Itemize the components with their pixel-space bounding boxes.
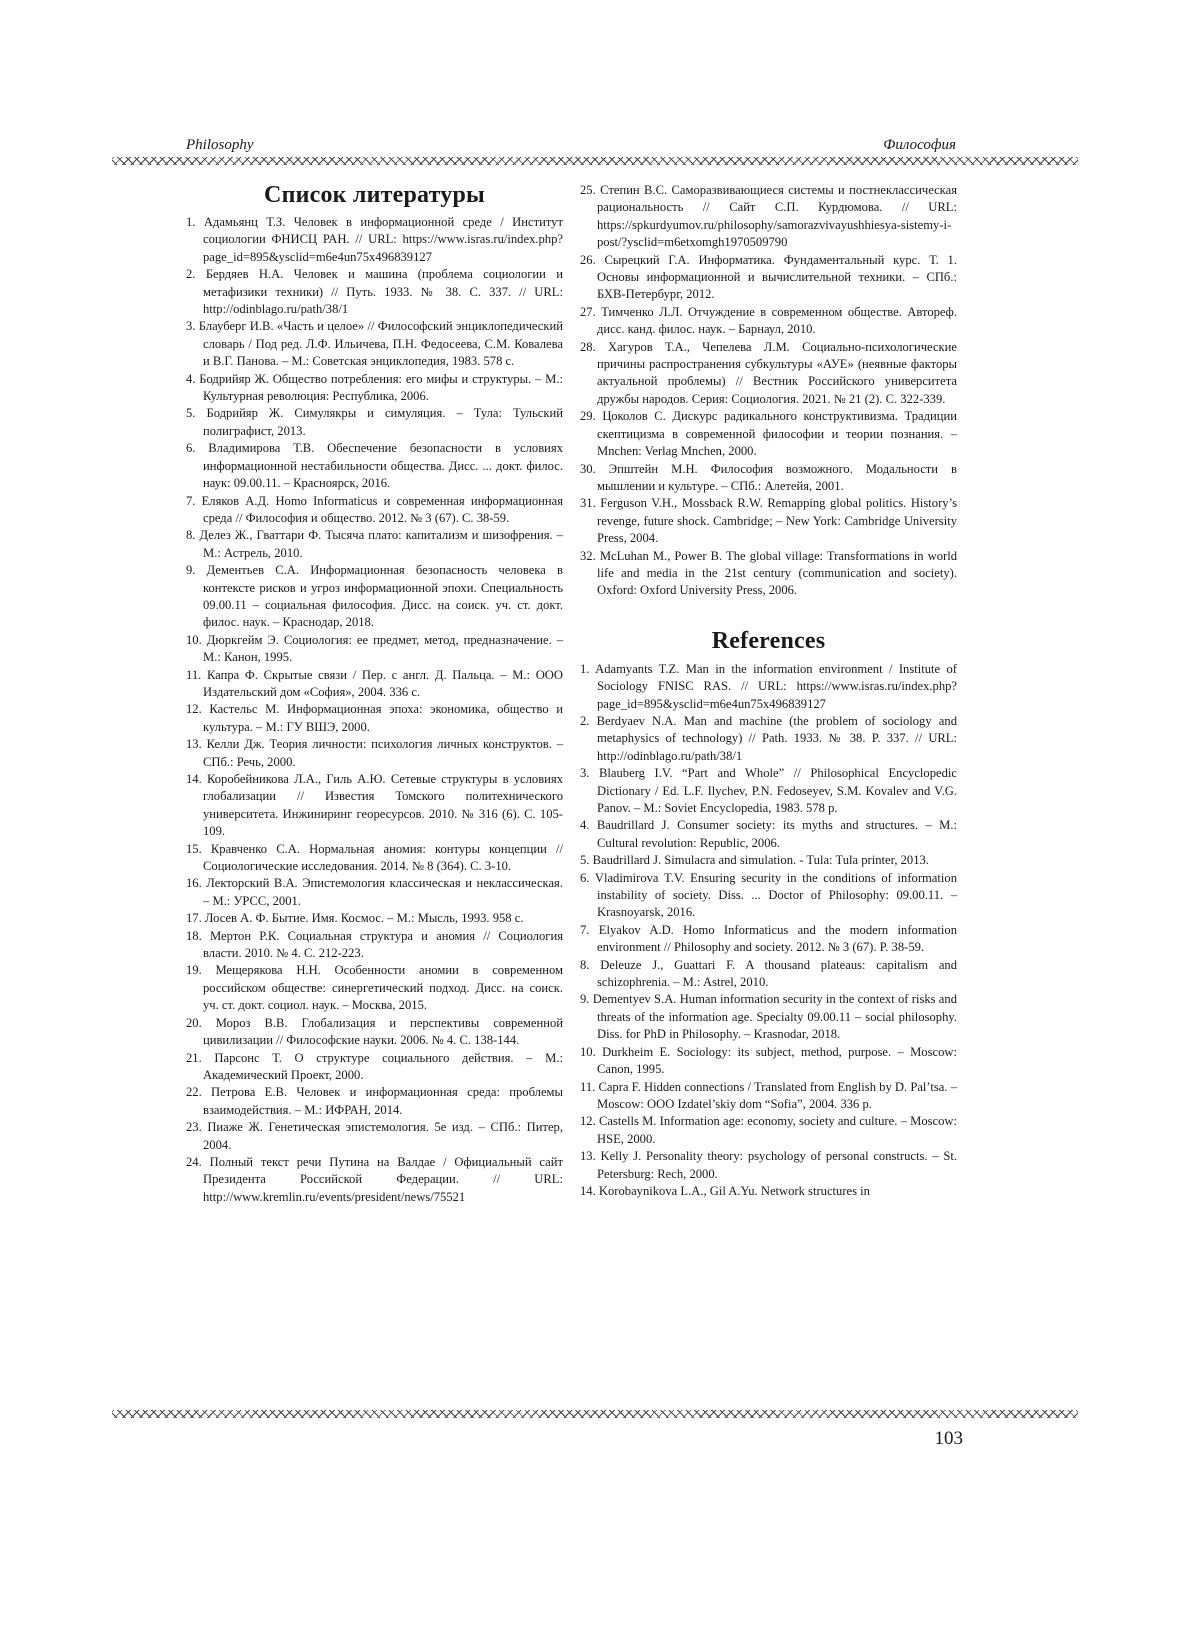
ru-reference-item: 21. Парсонс Т. О структуре социального действия. – М.: Академический Проект, 2000. (186, 1050, 563, 1082)
en-reference-item: 14. Korobaynikova L.A., Gil A.Yu. Network structures in (580, 1183, 870, 1198)
en-reference-item: 1. Adamyants T.Z. Man in the information environment / Institute of Sociology FNISC RAS. // URL: https://www.isras.ru/index.php?page_id=895&ysclid=m6e4un75x496839127 (580, 661, 957, 711)
en-reference-item: 2. Berdyaev N.A. Man and machine (the problem of sociology and metaphysics of technology) // Path. 1933. № 38. P. 337. // URL: http://odinblago.ru/path/38/1 (580, 713, 957, 763)
en-references-list (580, 661, 957, 1201)
running-head-left: Philosophy (186, 137, 254, 153)
ru-reference-item: 19. Мещерякова Н.Н. Особенности аномии в современном российском обществе: синергетический подход. Дисс. на соиск. уч. ст. докт. социол. наук. – Москва, 2015. (186, 963, 563, 1013)
ru-reference-item: 29. Цоколов С. Дискурс радикального конструктивизма. Традиции скептицизма в современной философии и теории познания. – Mnchen: Verlag Mnchen, 2000. (580, 409, 957, 459)
ru-reference-item: 15. Кравченко С.А. Нормальная аномия: контуры концепции // Социологические исследования. 2014. № 8 (364). С. 3-10. (186, 841, 563, 874)
ru-reference-item: 4. Бодрийяр Ж. Общество потребления: его мифы и структуры. – М.: Культурная революция: Республика, 2006. (186, 371, 563, 404)
ru-reference-item: 10. Дюркгейм Э. Социология: ее предмет, метод, предназначение. – М.: Канон, 1995. (186, 632, 563, 665)
ru-reference-item: 11. Капра Ф. Скрытые связи / Пер. с англ. Д. Пальца. – М.: ООО Издательский дом «София», 2004. 336 с. (186, 667, 563, 699)
en-reference-item: 4. Baudrillard J. Consumer society: its myths and structures. – M.: Cultural revolution: Republic, 2006. (580, 818, 957, 850)
en-reference-item: 13. Kelly J. Personality theory: psychology of personal constructs. – St. Petersburg: Rech, 2000. (580, 1149, 957, 1181)
page-number: 103 (934, 1428, 963, 1449)
ru-reference-item: 24. Полный текст речи Путина на Валдае / Официальный сайт Президента Российской Федерации. // URL: http://www.kremlin.ru/events/president/news/75521 (186, 1154, 563, 1204)
left-column (186, 182, 563, 1206)
en-reference-item: 9. Dementyev S.A. Human information security in the context of risks and threats of the information age. Specialty 09.00.11 – social philosophy. Diss. for PhD in Philosophy. – Krasnodar, 2018. (580, 992, 957, 1042)
ru-reference-item: 31. Ferguson V.H., Mossback R.W. Remapping global politics. History’s revenge, future shock. Cambridge; – New York: Cambridge University Press, 2004. (580, 496, 957, 546)
ru-reference-item: 20. Мороз В.В. Глобализация и перспективы современной цивилизации // Философские науки. 2006. № 4. С. 138-144. (186, 1015, 563, 1048)
right-column (580, 182, 957, 1200)
running-head-right: Философия (883, 137, 956, 153)
ru-reference-item: 17. Лосев А. Ф. Бытие. Имя. Космос. – М.: Мысль, 1993. 958 с. (186, 911, 524, 926)
en-reference-item: 3. Blauberg I.V. “Part and Whole” // Philosophical Encyclopedic Dictionary / Ed. L.F. Ilychev, P.N. Fedoseyev, S.M. Kovalev and V.G. Panov. – M.: Soviet Encyclopedia, 1983. 578 p. (580, 766, 957, 815)
ru-reference-item: 27. Тимченко Л.Л. Отчуждение в современном обществе. Автореф. дисс. канд. филос. наук. – Барнаул, 2010. (580, 304, 957, 337)
ru-reference-item: 32. McLuhan M., Power B. The global village: Transformations in world life and media in the 21st century (communication and society). Oxford: Oxford University Press, 2006. (580, 548, 957, 598)
ru-reference-item: 1. Адамьянц Т.З. Человек в информационной среде / Институт социологии ФНИСЦ РАН. // URL: https://www.isras.ru/index.php?page_id=895&ysclid=m6e4un75x496839127 (186, 215, 563, 264)
ru-reference-item: 13. Келли Дж. Теория личности: психология личных конструктов. – СПб.: Речь, 2000. (186, 737, 563, 769)
en-reference-item: 12. Castells M. Information age: economy, society and culture. – Moscow: HSE, 2000. (580, 1114, 957, 1146)
ru-reference-item: 12. Кастельс М. Информационная эпоха: экономика, общество и культура. – М.: ГУ ВШЭ, 2000. (186, 702, 563, 734)
ru-reference-item: 30. Эпштейн М.Н. Философия возможного. Модальности в мышлении и культуре. – СПб.: Алетейя, 2001. (580, 461, 957, 493)
ru-reference-item: 22. Петрова Е.В. Человек и информационная среда: проблемы взаимодействия. – М.: ИФРАН, 2014. (186, 1085, 563, 1117)
en-reference-item: 6. Vladimirova T.V. Ensuring security in the conditions of information instability of society. Diss. ... Doctor of Philosophy: 09.00.11. – Krasnoyarsk, 2016. (580, 870, 957, 920)
ru-references-title: Список литературы (264, 182, 485, 208)
ru-reference-item: 14. Коробейникова Л.А., Гиль А.Ю. Сетевые структуры в условиях глобализации // Известия Томского политехнического университета. Инжиниринг георесурсов. 2010. № 316 (6). С. 105-109. (186, 772, 563, 839)
en-references-title: References (711, 627, 826, 654)
en-reference-item: 11. Capra F. Hidden connections / Translated from English by D. Pal’tsa. – Moscow: OOO Izdatel’skiy dom “Sofia”, 2004. 336 p. (580, 1079, 957, 1111)
ru-reference-item: 23. Пиаже Ж. Генетическая эпистемология. 5е изд. – СПб.: Питер, 2004. (186, 1120, 563, 1152)
ru-reference-item: 16. Лекторский В.А. Эпистемология классическая и неклассическая. – М.: УРСС, 2001. (186, 876, 563, 908)
ru-reference-item: 18. Мертон Р.К. Социальная структура и аномия // Социология власти. 2010. № 4. С. 212-223. (186, 928, 563, 961)
en-reference-item: 8. Deleuze J., Guattari F. A thousand plateaus: capitalism and schizophrenia. – M.: Astrel, 2010. (580, 957, 957, 990)
ru-reference-item: 9. Дементьев С.А. Информационная безопасность человека в контексте рисков и угроз информационной эпохи. Специальность 09.00.11 – социальная философия. Дисс. на соиск. уч. ст. докт. филос. наук. – Краснодар, 2018. (186, 563, 563, 630)
running-head (186, 137, 956, 157)
ru-reference-item: 6. Владимирова Т.В. Обеспечение безопасности в условиях информационной нестабильности общества. Дисс. ... докт. филос. наук: 09.00.11. – Красноярск, 2016. (186, 441, 563, 491)
footer-ornament-rule (112, 1410, 1078, 1418)
en-reference-item: 10. Durkheim E. Sociology: its subject, method, purpose. – Moscow: Canon, 1995. (580, 1044, 957, 1077)
ru-reference-item: 2. Бердяев Н.А. Человек и машина (проблема социологии и метафизики техники) // Путь. 1933. № 38. С. 337. // URL: http://odinblago.ru/path/38/1 (186, 267, 563, 317)
ru-references-list-continued (580, 182, 957, 600)
ru-reference-item: 25. Степин В.С. Саморазвивающиеся системы и постнеклассическая рациональность // Сайт С.П. Курдюмова. // URL: https://spkurdyumov.ru/philosophy/samorazvivayushhiesya-sistemy-i-post/?ysclid=m6etxomgh1970509790 (580, 183, 957, 250)
ru-reference-item: 7. Еляков А.Д. Homo Informaticus и современная информационная среда // Философия и общество. 2012. № 3 (67). С. 38-59. (186, 493, 563, 525)
ru-reference-item: 8. Делез Ж., Гваттари Ф. Тысяча плато: капитализм и шизофрения. – М.: Астрель, 2010. (186, 528, 563, 560)
ru-reference-item: 26. Сырецкий Г.А. Информатика. Фундаментальный курс. Т. 1. Основы информационной и вычислительной техники. – СПб.: БХВ-Петербург, 2012. (580, 252, 957, 302)
ru-reference-item: 28. Хагуров Т.А., Чепелева Л.М. Социально-психологические причины распространения субкультуры «АУЕ» (неявные факторы актуальной проблемы) // Вестник Российского университета дружбы народов. Серия: Социология. 2021. № 21 (2). С. 322-339. (580, 339, 957, 406)
header-ornament-rule (112, 157, 1078, 165)
ru-references-list (186, 214, 563, 1206)
ru-reference-item: 3. Блауберг И.В. «Часть и целое» // Философский энциклопедический словарь / Под ред. Л.Ф. Ильичева, П.Н. Федосеева, С.М. Ковалева и В.Г. Панова. – М.: Советская энциклопедия, 1983. 578 с. (186, 319, 563, 369)
ru-reference-item: 5. Бодрийяр Ж. Симулякры и симуляция. – Тула: Тульский полиграфист, 2013. (186, 406, 563, 438)
en-reference-item: 5. Baudrillard J. Simulacra and simulation. - Tula: Tula printer, 2013. (580, 853, 929, 868)
en-reference-item: 7. Elyakov A.D. Homo Informaticus and the modern information environment // Philosophy and society. 2012. № 3 (67). P. 38-59. (580, 922, 957, 955)
